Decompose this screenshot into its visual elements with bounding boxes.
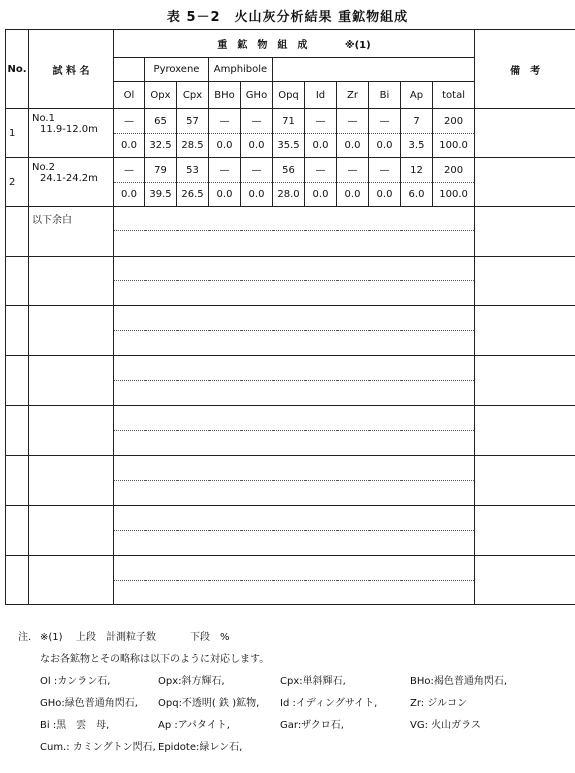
abbr-line [18,671,568,693]
abbr-item: Epidote:緑レン石, [158,742,243,753]
sample-id: No.1 [32,113,55,124]
abbr-item: Opq:不透明( 鉄 )鉱物, [158,698,260,709]
note-lower: 下段 % [190,632,230,643]
count-cell: — [337,158,369,183]
abbr-item: Cpx:単斜輝石, [280,676,346,687]
count-cell: 57 [177,109,209,134]
percent-cell: 6.0 [401,183,433,207]
empty-no [6,356,29,406]
count-cell: 200 [433,158,475,183]
empty-remarks [475,406,575,456]
empty-row [6,356,575,381]
empty-row [6,456,575,481]
sample-id: No.2 [32,162,55,173]
abbr-line [18,715,568,737]
sample-depth: 11.9-12.0m [40,124,98,135]
empty-name [29,456,114,506]
count-cell: 7 [401,109,433,134]
percent-cell: 0.0 [305,134,337,158]
percent-cell: 0.0 [337,134,369,158]
row-no: 1 [6,109,29,158]
sample-depth: 24.1-24.2m [40,173,98,184]
empty-name [29,556,114,605]
count-cell: — [209,158,241,183]
abbr-item: Ol :カンラン石, [40,676,111,687]
table-title: 表 5－2 火山灰分析結果 重鉱物組成 [166,10,409,25]
empty-no [6,556,29,605]
empty-data [114,406,475,431]
remarks-cell [475,158,575,207]
count-cell: — [241,158,273,183]
note-intro-line [18,649,568,671]
count-cell: — [305,109,337,134]
empty-remarks [475,456,575,506]
count-cell: 65 [145,109,177,134]
empty-data [114,306,475,331]
empty-no [6,456,29,506]
percent-cell: 100.0 [433,183,475,207]
empty-data [114,207,475,231]
header-group-note: ※(1) [344,40,371,51]
empty-data-lower [114,381,475,406]
abbr-item: Ap :アパタイト, [158,720,230,731]
empty-data [114,556,475,581]
empty-row [6,556,575,581]
column-header-bho: BHo [209,82,241,109]
percent-cell: 39.5 [145,183,177,207]
empty-row [6,306,575,331]
empty-row [6,207,575,231]
percent-cell: 0.0 [369,134,401,158]
empty-data-lower [114,281,475,306]
empty-data-lower [114,331,475,356]
abbr-line [18,737,568,759]
header-remarks: 備 考 [475,30,575,109]
empty-data [114,356,475,381]
abbr-item: VG: 火山ガラス [410,720,481,731]
count-cell: — [241,109,273,134]
notes [18,627,568,759]
empty-data-lower [114,231,475,257]
empty-remarks [475,207,575,257]
empty-row [6,406,575,431]
heavy-mineral-table [5,29,575,605]
abbr-item: Opx:斜方輝石, [158,676,225,687]
count-cell: — [114,109,145,134]
remaining-label: 以下余白 [29,207,114,257]
empty-remarks [475,306,575,356]
header-blank-right [273,58,475,82]
count-cell: — [114,158,145,183]
empty-data-lower [114,581,475,605]
column-header-total: total [433,82,475,109]
header-no: No. [6,30,29,109]
abbr-item: Cum.: カミングトン閃石, [40,742,156,753]
column-header-zr: Zr [337,82,369,109]
header-group-label: 重 鉱 物 組 成 [217,40,308,51]
count-cell: — [369,109,401,134]
percent-cell: 0.0 [209,183,241,207]
row-no: 2 [6,158,29,207]
column-header-id: Id [305,82,337,109]
empty-data [114,257,475,281]
note-prefix: 注. [18,632,32,643]
percent-cell: 35.5 [273,134,305,158]
count-cell: 200 [433,109,475,134]
percent-cell: 0.0 [369,183,401,207]
abbr-line [18,693,568,715]
column-header-ol: Ol [114,82,145,109]
percent-cell: 28.5 [177,134,209,158]
count-cell: — [369,158,401,183]
empty-data-lower [114,481,475,506]
column-header-opx: Opx [145,82,177,109]
percent-cell: 100.0 [433,134,475,158]
table-row [6,109,575,134]
percent-cell: 26.5 [177,183,209,207]
empty-data [114,456,475,481]
abbr-item: Bi :黒 雲 母, [40,720,110,731]
empty-no [6,207,29,257]
count-cell: 79 [145,158,177,183]
empty-data-lower [114,531,475,556]
empty-name [29,406,114,456]
column-header-gho: GHo [241,82,273,109]
empty-remarks [475,356,575,406]
column-header-ap: Ap [401,82,433,109]
note-mark: ※(1) [40,632,63,643]
empty-name [29,257,114,306]
percent-cell: 0.0 [241,134,273,158]
percent-cell: 3.5 [401,134,433,158]
note-intro: なお各鉱物とその略称は以下のように対応します。 [40,654,270,665]
abbr-item: Zr: ジルコン [410,698,468,709]
count-cell: 53 [177,158,209,183]
count-cell: 12 [401,158,433,183]
note-upper: 上段 計測粒子数 [76,632,156,643]
count-cell: — [305,158,337,183]
empty-row [6,506,575,531]
empty-name [29,306,114,356]
empty-no [6,306,29,356]
empty-remarks [475,257,575,306]
remarks-cell [475,109,575,158]
header-sample-name: 試 料 名 [29,30,114,109]
percent-cell: 0.0 [209,134,241,158]
percent-cell: 0.0 [241,183,273,207]
empty-row [6,257,575,281]
empty-no [6,506,29,556]
count-cell: — [337,109,369,134]
header-amphibole: Amphibole [209,58,273,82]
row-sample-name [29,109,114,158]
row-sample-name [29,158,114,207]
abbr-item: GHo:緑色普通角閃石, [40,698,138,709]
empty-data-lower [114,431,475,456]
abbr-item: Id :イディングサイト, [280,698,378,709]
empty-remarks [475,506,575,556]
percent-cell: 0.0 [114,183,145,207]
percent-cell: 32.5 [145,134,177,158]
abbr-item: Gar:ザクロ石, [280,720,344,731]
empty-name [29,506,114,556]
percent-cell: 0.0 [337,183,369,207]
empty-data [114,506,475,531]
empty-no [6,257,29,306]
percent-cell: 0.0 [114,134,145,158]
count-cell: 56 [273,158,305,183]
abbr-item: BHo:褐色普通角閃石, [410,676,508,687]
percent-cell: 28.0 [273,183,305,207]
percent-cell: 0.0 [305,183,337,207]
header-blank [114,58,145,82]
header-pyroxene: Pyroxene [145,58,209,82]
empty-name [29,356,114,406]
header-group [114,30,475,58]
table-row [6,158,575,183]
note-line-1 [18,627,568,649]
column-header-bi: Bi [369,82,401,109]
column-header-opq: Opq [273,82,305,109]
empty-no [6,406,29,456]
count-cell: 71 [273,109,305,134]
column-header-cpx: Cpx [177,82,209,109]
empty-remarks [475,556,575,605]
count-cell: — [209,109,241,134]
